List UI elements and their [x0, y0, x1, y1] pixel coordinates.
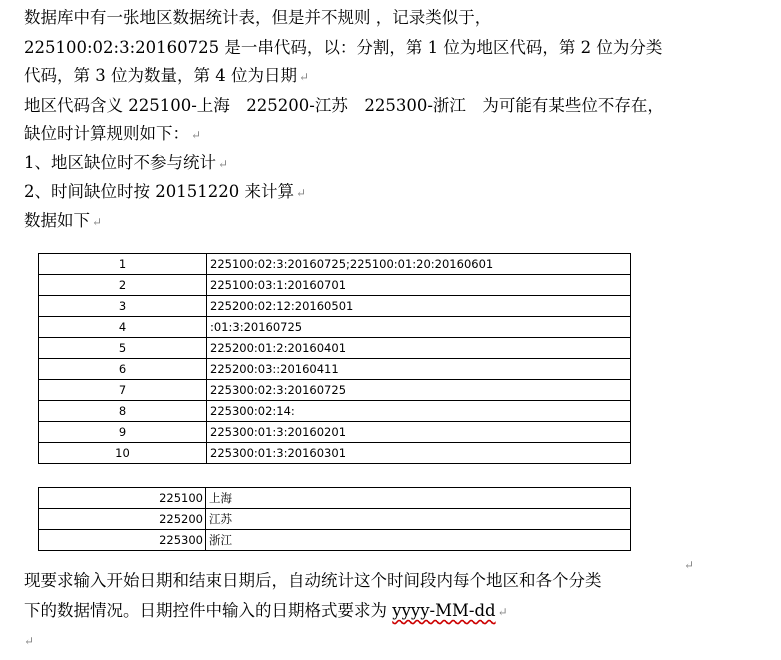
- table-row: [39, 317, 631, 338]
- paragraph-mark: ↵: [497, 605, 508, 619]
- data-table-body: [39, 254, 631, 464]
- row-index: 10: [39, 443, 207, 464]
- intro-line-5: [24, 120, 201, 149]
- intro-line-7: [24, 178, 306, 207]
- paragraph-mark: ↵: [295, 186, 307, 200]
- region-table: [38, 487, 631, 551]
- table-row: [39, 422, 631, 443]
- table-row: [39, 296, 631, 317]
- table-row: [39, 359, 631, 380]
- data-table: [38, 253, 631, 464]
- row-value: 225200:01:2:20160401: [207, 338, 631, 359]
- row-index: 8: [39, 401, 207, 422]
- row-value: 225200:03::20160411: [207, 359, 631, 380]
- region-code: 225100: [39, 488, 206, 509]
- requirement-line-2: [24, 597, 508, 626]
- row-index: 7: [39, 380, 207, 401]
- region-name: 浙江: [206, 530, 631, 551]
- row-value: 225300:01:3:20160301: [207, 443, 631, 464]
- region-code: 225200: [39, 509, 206, 530]
- intro-text: 地区代码含义 225100-上海 225200-江苏 225300-浙江 为可能有某些位不存在，: [24, 96, 664, 115]
- region-code: 225300: [39, 530, 206, 551]
- date-format-text: yyyy-MM-dd: [392, 601, 496, 620]
- row-index: 5: [39, 338, 207, 359]
- row-value: 225300:01:3:20160201: [207, 422, 631, 443]
- table-row: [39, 338, 631, 359]
- row-index: 4: [39, 317, 207, 338]
- region-table-body: [39, 488, 631, 551]
- table-row: [39, 443, 631, 464]
- table-row: [39, 530, 631, 551]
- intro-text: 代码，第 3 位为数量，第 4 位为日期: [24, 66, 297, 85]
- intro-line-4: [24, 92, 664, 119]
- intro-text: 数据库中有一张地区数据统计表，但是并不规则 ，记录类似于，: [24, 8, 492, 27]
- row-index: 9: [39, 422, 207, 443]
- intro-text: 数据如下: [24, 211, 90, 230]
- row-index: 3: [39, 296, 207, 317]
- row-value: :01:3:20160725: [207, 317, 631, 338]
- intro-line-6: [24, 149, 228, 178]
- region-name: 江苏: [206, 509, 631, 530]
- paragraph-mark: ↵: [24, 634, 35, 648]
- table-row: [39, 509, 631, 530]
- table-row: [39, 380, 631, 401]
- row-index: 1: [39, 254, 207, 275]
- intro-text: 225100:02:3:20160725 是一串代码，以：分割，第 1 位为地区代码，第 2 位为分类: [24, 38, 663, 57]
- row-value: 225100:02:3:20160725;225100:01:20:20160601: [207, 254, 631, 275]
- intro-text: 1、地区缺位时不参与统计: [24, 153, 216, 172]
- row-value: 225300:02:14:: [207, 401, 631, 422]
- intro-line-1: [24, 4, 491, 31]
- row-index: 6: [39, 359, 207, 380]
- intro-line-2: [24, 34, 662, 61]
- region-name: 上海: [206, 488, 631, 509]
- requirement-line-1: [24, 567, 602, 594]
- requirement-text: 现要求输入开始日期和结束日期后，自动统计这个时间段内每个地区和各个分类: [24, 571, 602, 590]
- table-row: [39, 401, 631, 422]
- paragraph-mark: ↵: [684, 558, 695, 572]
- row-value: 225200:02:12:20160501: [207, 296, 631, 317]
- row-value: 225100:03:1:20160701: [207, 275, 631, 296]
- intro-line-8: [24, 207, 102, 236]
- requirement-text: 下的数据情况。日期控件中输入的日期格式要求为: [24, 601, 393, 620]
- intro-text: 2、时间缺位时按 20151220 来计算: [24, 182, 294, 201]
- row-index: 2: [39, 275, 207, 296]
- paragraph-mark: ↵: [191, 128, 202, 142]
- intro-text: 缺位时计算规则如下：: [24, 124, 189, 143]
- table-row: [39, 275, 631, 296]
- table-row: [39, 254, 631, 275]
- table-row: [39, 488, 631, 509]
- row-value: 225300:02:3:20160725: [207, 380, 631, 401]
- intro-line-3: [24, 62, 309, 91]
- paragraph-mark: ↵: [218, 157, 229, 171]
- paragraph-mark: ↵: [298, 70, 310, 84]
- paragraph-mark: ↵: [92, 215, 103, 229]
